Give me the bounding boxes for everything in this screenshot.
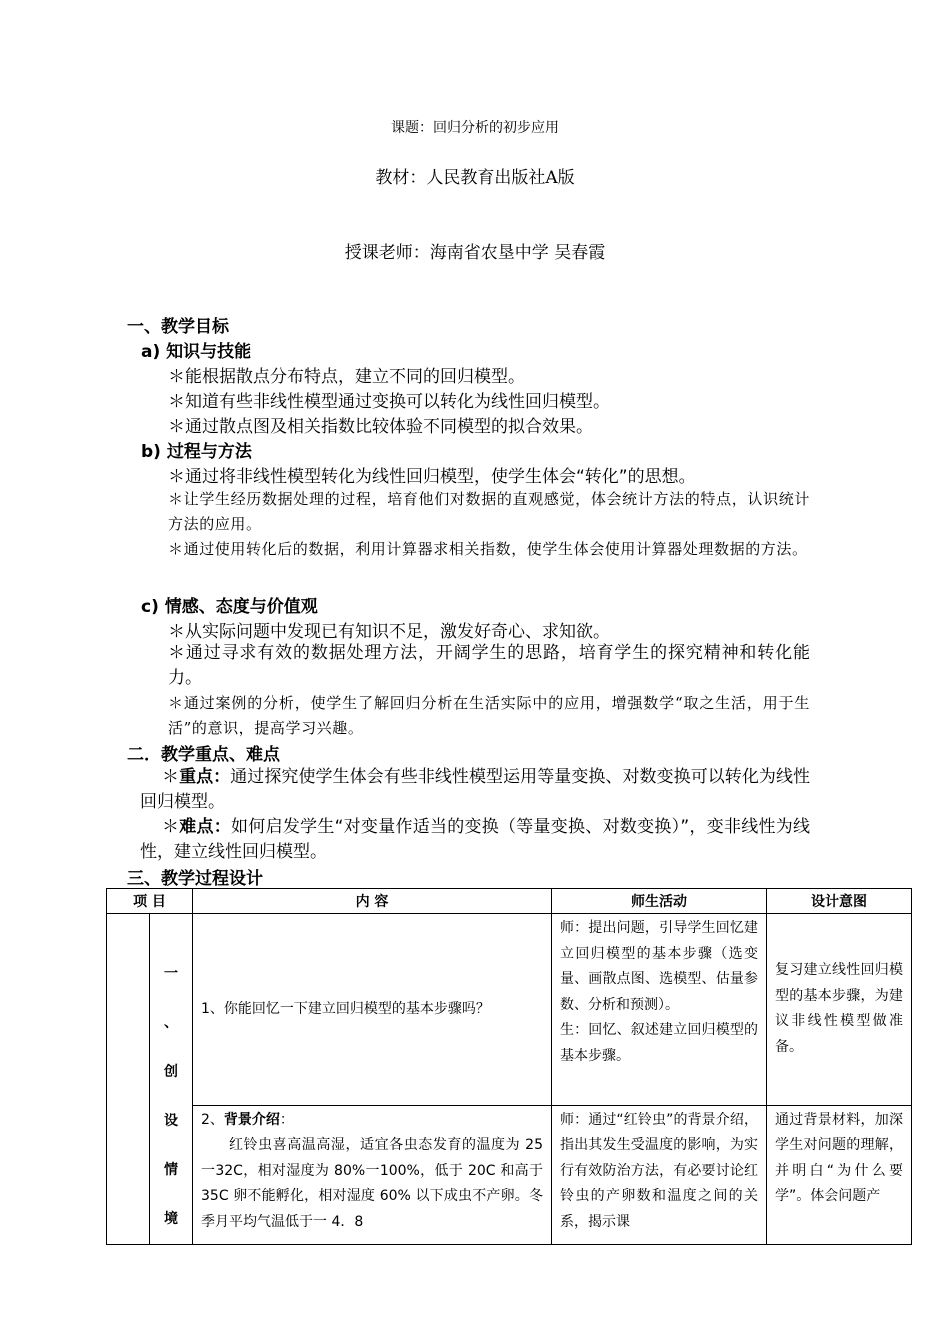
background-label: 背景介绍 [223, 1111, 280, 1128]
table-row [107, 914, 912, 1106]
row1-intent: 复习建立线性回归模型的基本步骤，为建议非线性模型做准备。 [775, 962, 903, 1055]
row1-intent-cell [767, 914, 912, 1106]
row2-activity-cell [552, 1105, 767, 1244]
row1-content-cell [193, 914, 552, 1106]
row2-activity: 师：通过“红铃虫”的背景介绍，指出其发生受温度的影响，为实行有效防治方法，有必要讨论红铃虫的产卵数和温度之间的关系，揭示课 [560, 1111, 758, 1230]
row2-intent-cell [767, 1105, 912, 1244]
section1c-item3: ＊通过案例的分析，使学生了解回归分析在生活实际中的应用，增强数学“取之生活，用于生活”的意识，提高学习兴趣。 [168, 694, 810, 737]
section1c-item2: ＊通过寻求有效的数据处理方法，开阔学生的思路，培育学生的探究精神和转化能力。 [168, 643, 810, 688]
key-point-label: 重点： [179, 767, 231, 787]
lesson-table [106, 888, 912, 1245]
textbook-line: 教材：人民教育出版社A版 [375, 168, 575, 188]
section1b-title: b) 过程与方法 [141, 442, 252, 462]
header-intent: 设计意图 [767, 889, 912, 914]
section1a-item1: ＊能根据散点分布特点，建立不同的回归模型。 [168, 367, 525, 387]
difficult-point: ＊难点：如何启发学生“对变量作适当的变换（等量变换、对数变换）”，变非线性为线性，建立线性回归模型。 [140, 817, 810, 862]
stage-label-cell [150, 914, 193, 1245]
row1-activity: 师：提出问题，引导学生回忆建立回归模型的基本步骤（选变量、画散点图、选模型、估量参数、分析和预测）。 生：回忆、叙述建立回归模型的基本步骤。 [560, 920, 758, 1064]
header-content: 内 容 [193, 889, 552, 914]
row2-intent: 通过背景材料，加深学生对问题的理解，并明白“为什么要学”。体会问题产 [775, 1111, 903, 1205]
header-item: 项 目 [107, 889, 193, 914]
section2-title: 二．教学重点、难点 [127, 745, 280, 765]
topic-title: 课题：回归分析的初步应用 [391, 120, 559, 136]
stage-label: 一 、 创 设 情 境 [164, 966, 178, 1227]
key-point-text: 通过探究使学生体会有些非线性模型运用等量变换、对数变换可以转化为线性回归模型。 [140, 767, 811, 812]
section1c-item1: ＊从实际问题中发现已有知识不足，激发好奇心、求知欲。 [168, 622, 610, 642]
row1-content: 1、你能回忆一下建立回归模型的基本步骤吗？ [201, 1000, 490, 1017]
table-row [107, 1105, 912, 1244]
row2-content: 2、背景介绍： 红铃虫喜高温高湿，适宜各虫态发育的温度为 25一32C，相对湿度为 80%一100%，低于 20C 和高于 35C 卵不能孵化，相对湿度 60% 以下成虫不产卵。冬季月平均气温低于一 4．8 [201, 1111, 543, 1230]
teacher-line: 授课老师：海南省农垦中学 吴春霞 [344, 243, 606, 263]
row1-activity-cell [552, 914, 767, 1106]
section1a-item3: ＊通过散点图及相关指数比较体验不同模型的拟合效果。 [168, 417, 593, 437]
table-header-row [107, 889, 912, 914]
section3-title: 三、教学过程设计 [127, 869, 263, 889]
section1b-item1: ＊通过将非线性模型转化为线性回归模型，使学生体会“转化”的思想。 [168, 467, 696, 487]
difficult-point-text: 如何启发学生“对变量作适当的变换（等量变换、对数变换）”，变非线性为线性，建立线性回归模型。 [140, 817, 810, 862]
section1c-title: c) 情感、态度与价值观 [141, 597, 318, 617]
section1-title: 一、教学目标 [127, 317, 229, 337]
difficult-point-label: 难点： [179, 817, 232, 837]
key-point: ＊重点：通过探究使学生体会有些非线性模型运用等量变换、对数变换可以转化为线性回归模型。 [140, 767, 811, 812]
section1a-item2: ＊知道有些非线性模型通过变换可以转化为线性回归模型。 [168, 392, 610, 412]
section1b-item2: ＊让学生经历数据处理的过程，培育他们对数据的直观感觉，体会统计方法的特点，认识统计方法的应用。 [168, 490, 810, 533]
stage-blank-cell [107, 914, 150, 1245]
header-activity: 师生活动 [552, 889, 767, 914]
section1a-title: a) 知识与技能 [141, 342, 252, 362]
section1b-item3: ＊通过使用转化后的数据，利用计算器求相关指数，使学生体会使用计算器处理数据的方法。 [168, 540, 808, 558]
row2-content-cell [193, 1105, 552, 1244]
